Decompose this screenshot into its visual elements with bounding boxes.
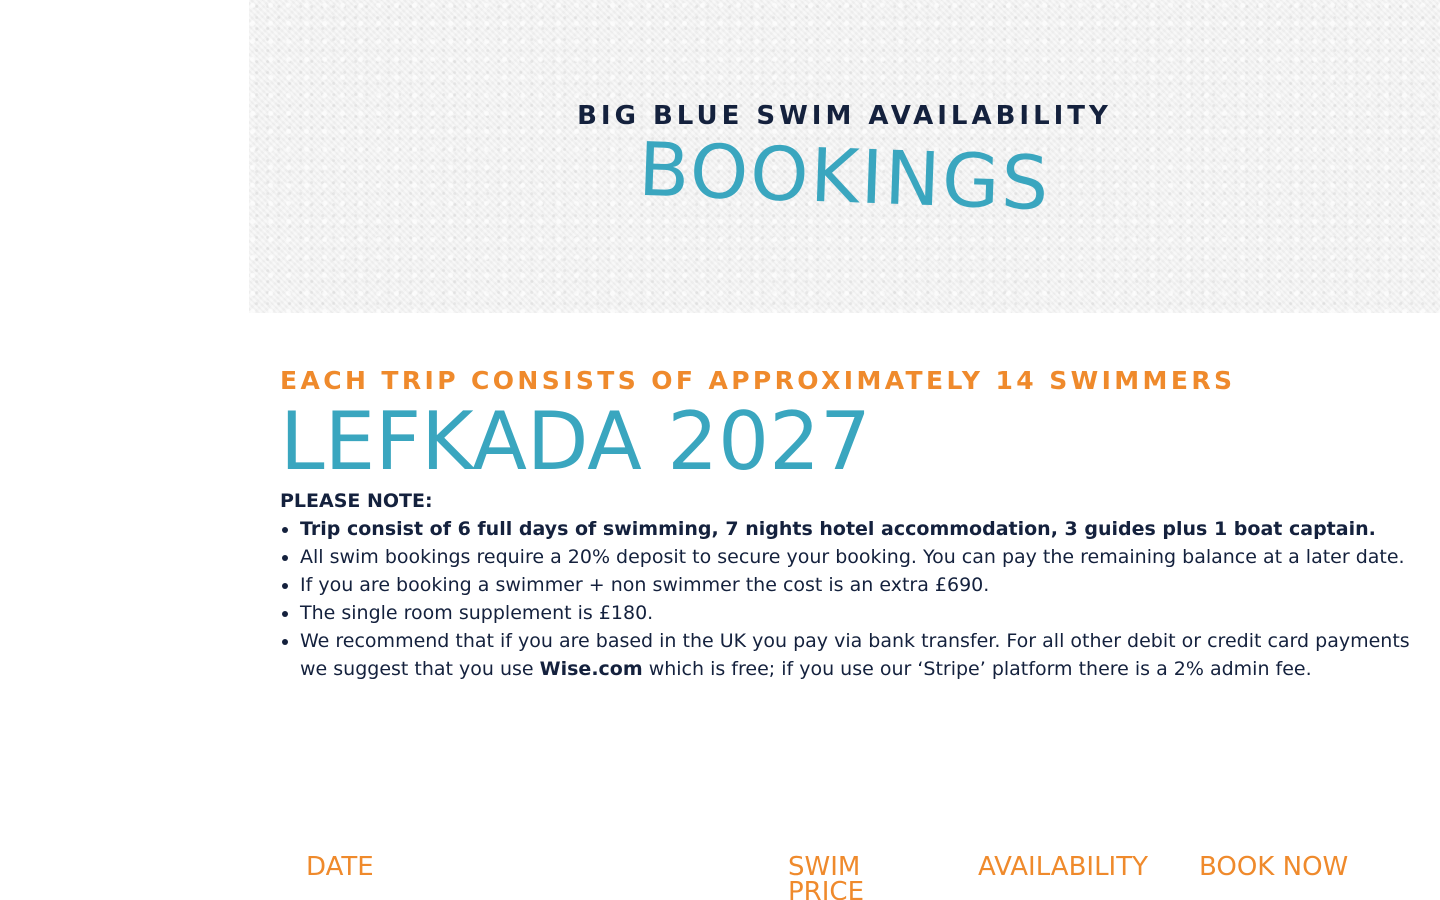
page-title: BOOKINGS [637, 126, 1052, 228]
list-item [300, 515, 1415, 543]
bookings-table-header [0, 855, 1440, 900]
hero-subtitle: BIG BLUE SWIM AVAILABILITY [577, 101, 1112, 131]
column-header-availability: AVAILABILITY [978, 855, 1148, 882]
trip-title: LEFKADA 2027 [280, 395, 871, 488]
notes-list [280, 515, 1415, 683]
hero-banner [249, 0, 1440, 313]
column-header-book-now: BOOK NOW [1199, 855, 1349, 882]
trip-section [280, 365, 1415, 683]
list-item: • All swim bookings require a 20% deposit to secure your booking. You can pay the remaining balance at a later date. [300, 543, 1415, 571]
list-item: • If you are booking a swimmer + non swimmer the cost is an extra £690. [300, 571, 1415, 599]
column-header-date: DATE [306, 855, 374, 882]
list-item: • The single room supplement is £180. [300, 599, 1415, 627]
wise-link[interactable]: Wise.com [539, 658, 643, 680]
trip-capacity-note: EACH TRIP CONSISTS OF APPROXIMATELY 14 SWIMMERS [280, 366, 1236, 395]
list-item [300, 627, 1415, 683]
notes-heading: PLEASE NOTE: [280, 490, 433, 512]
note-payment-text-end: which is free; if you use our ‘Stripe’ platform there is a 2% admin fee. [642, 658, 1312, 680]
note-payment-text: We recommend that if you are based in the UK you pay via bank transfer. For all other debit or credit card payments we suggest that you use [300, 630, 1410, 680]
column-header-swim-price: SWIM PRICE [788, 855, 864, 900]
note-trip-details: Trip consist of 6 full days of swimming, 7 nights hotel accommodation, 3 guides plus 1 boat captain. [300, 518, 1376, 540]
